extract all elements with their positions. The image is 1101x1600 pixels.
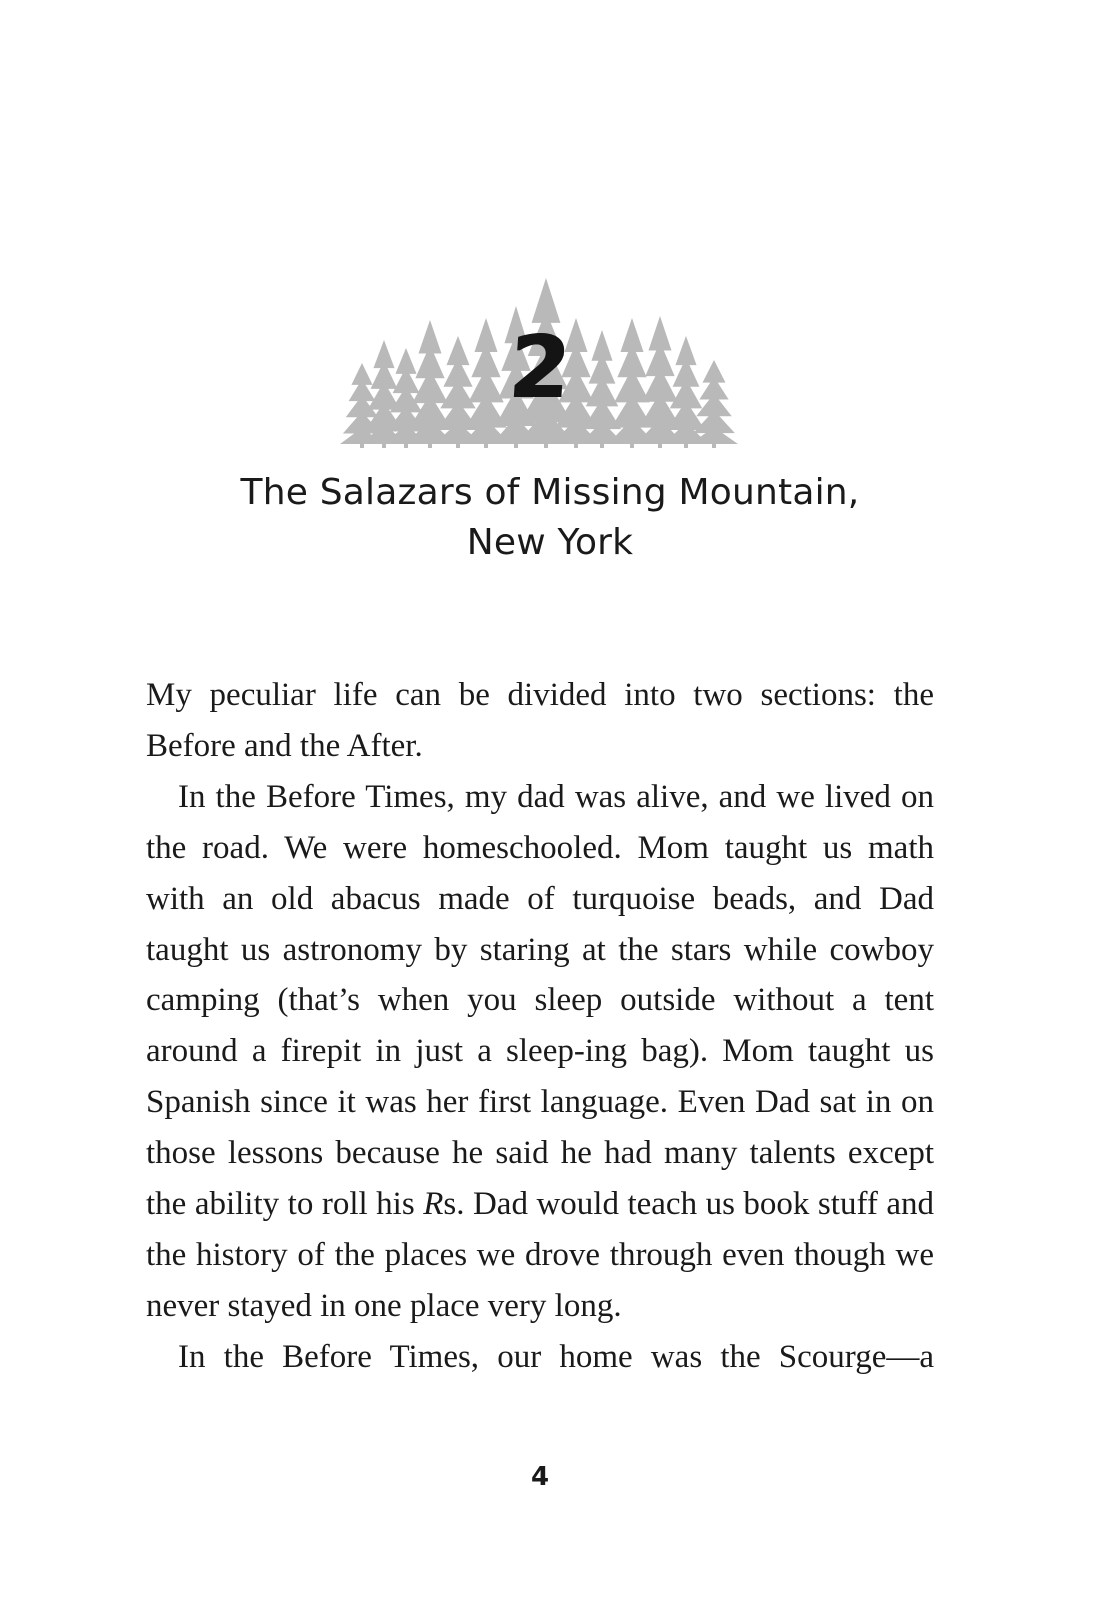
italic-letter: R <box>423 1186 444 1223</box>
pine-tree-trunk <box>600 440 604 448</box>
pine-tree-trunk <box>428 440 432 448</box>
pine-tree-trunk <box>456 440 460 448</box>
paragraph: In the Before Times, our home was the Scourge—a <box>178 1338 934 1375</box>
chapter-title-line-2: New York <box>466 522 634 563</box>
chapter-number: 2 <box>506 318 574 418</box>
pine-tree-trunk <box>630 440 634 448</box>
paragraph-text: s. Dad would teach us book stuff and the history of the places we drove through even though we never stayed in one place very long. <box>146 1186 934 1324</box>
paragraph: My peculiar life can be divided into two sections: the Before and the After. <box>146 677 934 764</box>
page-number: 4 <box>530 1462 550 1492</box>
body-text <box>146 670 934 1383</box>
pine-tree-trunk <box>712 440 716 448</box>
paragraph-text: In the Before Times, my dad was alive, and we lived on the road. We were homeschooled. Mom taught us math with an old abacus made of turquoise beads, and Dad taught us astronomy by staring at the stars while cowboy camping (that’s when you sleep outside without a tent around a firepit in just a sleep-ing bag). Mom taught us Spanish since it was her first language. Even Dad sat in on those lessons because he said he had many talents except the ability to roll his <box>146 778 934 1223</box>
pine-tree-trunk <box>684 440 688 448</box>
pine-tree-trunk <box>574 440 578 448</box>
paragraph <box>146 772 934 1332</box>
pine-tree-trunk <box>658 440 662 448</box>
pine-tree-trunk <box>484 440 488 448</box>
pine-tree-trunk <box>544 440 548 448</box>
chapter-title-line-1: The Salazars of Missing Mountain, <box>240 472 860 513</box>
